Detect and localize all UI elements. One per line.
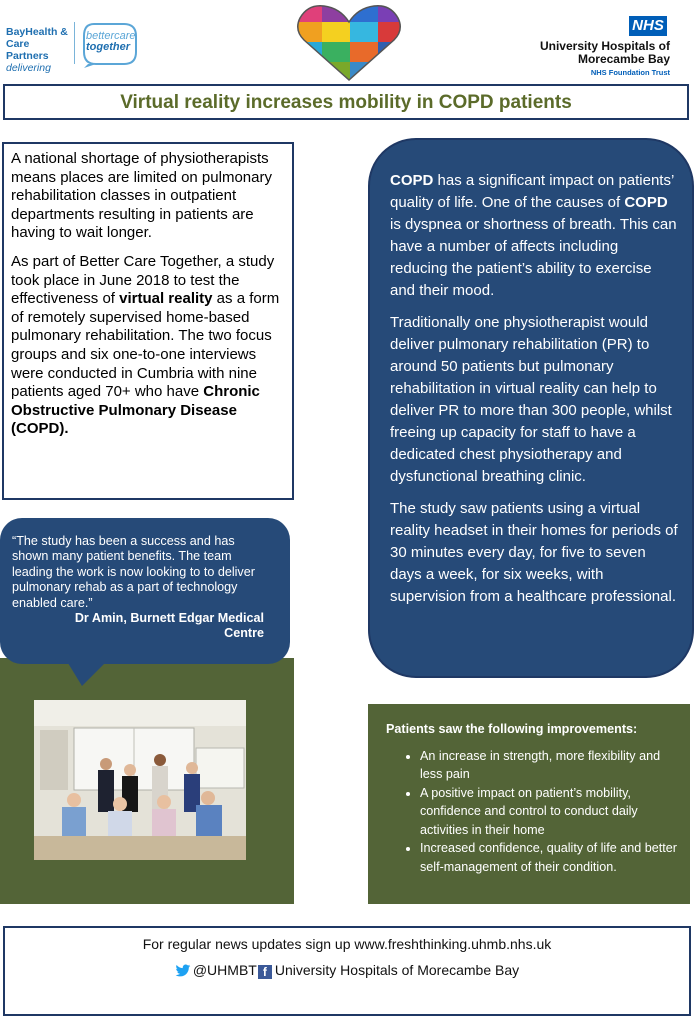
- copd-info-box: [368, 138, 694, 678]
- page-title: Virtual reality increases mobility in COPD patients: [120, 92, 572, 113]
- footer-social: [5, 962, 689, 979]
- improvement-item: • A positive impact on patient’s mobility, confidence and control to conduct daily activities in their home: [420, 784, 678, 840]
- quote-bubble: [0, 518, 290, 664]
- bayhealth-logo-line2: Care Partners: [6, 38, 49, 62]
- bct-line2: together: [86, 41, 130, 53]
- team-photo: [34, 700, 246, 860]
- intro-p2-bold-2: Chronic Obstructive Pulmonary Disease (COPD).: [11, 383, 260, 438]
- twitter-bird-icon[interactable]: [175, 964, 191, 978]
- intro-p2-bold-1: virtual reality: [119, 290, 213, 308]
- improvements-heading: Patients saw the following improvements:: [386, 722, 638, 736]
- quote-attribution-line1: Dr Amin, Burnett Edgar Medical: [74, 611, 264, 626]
- copd-text-1: has a significant impact on patients’ quality of life. One of the causes of: [390, 172, 674, 211]
- intro-paragraph-1: A national shortage of physiotherapists means places are limited on pulmonary rehabilitation classes in outpatient departments resulting in patients are having to wait longer.: [11, 150, 272, 242]
- improvement-item: • Increased confidence, quality of life and better self-management of their condition.: [420, 839, 678, 876]
- facebook-icon[interactable]: f: [258, 965, 272, 979]
- copd-text-2: is dyspnea or shortness of breath. This can have a number of affects including reducing the patient’s ability to exercise and their mood.: [390, 216, 677, 299]
- bayhealth-logo-line3: delivering: [6, 62, 51, 74]
- footer-org-name[interactable]: University Hospitals of Morecambe Bay: [274, 962, 520, 978]
- bayhealth-logo: [6, 26, 74, 74]
- improvement-item: • An increase in strength, more flexibility and less pain: [420, 747, 678, 784]
- quote-text: “The study has been a success and has shown many patient benefits. The team leading the work is now looking to to deliver pulmonary rehab as a part of technology enabled care.”: [12, 534, 255, 610]
- quote-attribution: [12, 611, 264, 642]
- intro-paragraph-2: [11, 253, 286, 439]
- copd-paragraph-3: The study saw patients using a virtual reality headset in their homes for periods of 30 minutes every day, for five to seven days a week, for six weeks, with supervision from a healthcare professional.: [390, 500, 678, 605]
- better-care-together-logo: [86, 31, 142, 53]
- nhs-badge: NHS: [629, 16, 667, 36]
- footer-newsletter-text[interactable]: For regular news updates sign up www.freshthinking.uhmb.nhs.uk: [142, 936, 552, 952]
- improvements-list: [386, 747, 678, 877]
- logo-divider: [74, 22, 75, 64]
- title-bar: [3, 84, 689, 120]
- intro-box: [2, 142, 294, 500]
- nhs-trust-name: [520, 40, 670, 66]
- twitter-handle[interactable]: @UHMBT: [192, 962, 257, 978]
- nhs-foundation-trust-label: NHS Foundation Trust: [590, 68, 670, 77]
- intro-p2-text-2: as a form of remotely supervised home-based pulmonary rehabilitation. The two focus groups and six one-to-one interviews were conducted in Cumbria with nine patients aged 70+ who have: [11, 290, 280, 401]
- intro-p2-text-1: As part of Better Care Together, a study took place in June 2018 to test the effectiveness of: [11, 252, 275, 308]
- copd-paragraph-1: [390, 170, 678, 302]
- footer: [3, 926, 691, 1016]
- nhs-trust-line2: Morecambe Bay: [577, 52, 670, 66]
- improvements-box: [368, 704, 690, 904]
- puzzle-heart-icon: [294, 2, 404, 82]
- copd-paragraph-2: Traditionally one physiotherapist would deliver pulmonary rehabilitation (PR) to around 50 patients but pulmonary rehabilitation in virtual reality can help to deliver PR to more than 300 people, whilst freeing up capacity for staff to have a dedicated chest physiotherapy and dysfunctional breathing clinic.: [390, 314, 672, 485]
- quote-bubble-tail: [60, 650, 118, 686]
- nhs-trust-line1: University Hospitals of: [539, 39, 670, 53]
- copd-bold-2: COPD: [624, 194, 668, 211]
- bayhealth-logo-line1: BayHealth &: [6, 26, 68, 38]
- copd-bold-1: COPD: [390, 172, 434, 189]
- quote-attribution-line2: Centre: [224, 626, 264, 641]
- bct-line1: bettercare: [86, 30, 136, 42]
